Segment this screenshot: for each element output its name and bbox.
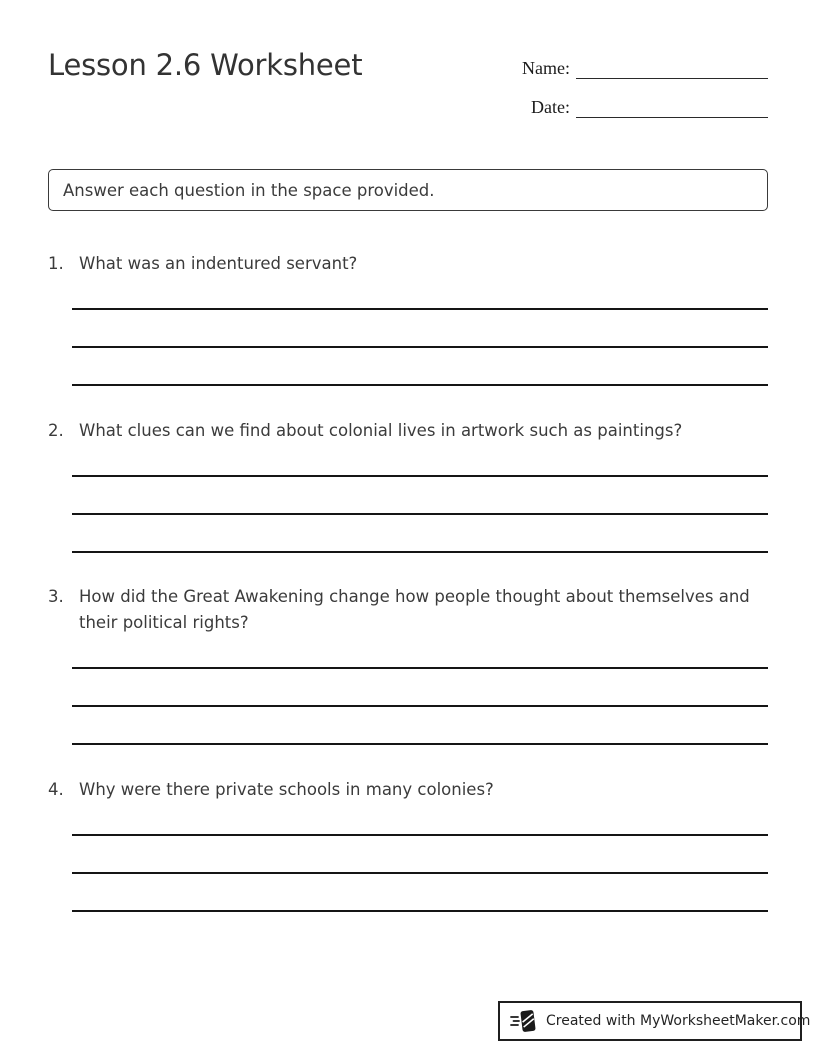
answer-blank-line [72, 874, 768, 912]
answer-blank-line [72, 439, 768, 477]
question-3 [48, 584, 768, 745]
question-4-number: 4. [48, 780, 64, 799]
name-label: Name: [522, 58, 570, 78]
answer-blank-line [72, 836, 768, 874]
name-field-row [518, 50, 768, 79]
question-2-number: 2. [48, 421, 64, 440]
question-3-text: How did the Great Awakening change how people thought about themselves and their political rights? [79, 587, 750, 632]
answer-blank-line [72, 310, 768, 348]
question-1-text: What was an indentured servant? [79, 254, 358, 273]
question-3-answer-area [72, 631, 768, 745]
question-3-row [48, 584, 768, 636]
question-4 [48, 777, 768, 912]
answer-blank-line [72, 631, 768, 669]
instructions-text: Answer each question in the space provided. [63, 180, 435, 200]
question-4-row [48, 777, 768, 803]
answer-blank-line [72, 798, 768, 836]
answer-blank-line [72, 707, 768, 745]
date-blank-line [576, 93, 768, 118]
question-3-number: 3. [48, 587, 64, 606]
page-title: Lesson 2.6 Worksheet [48, 48, 363, 82]
header-fields [518, 50, 768, 128]
question-1-answer-area [72, 272, 768, 386]
footer-credit-badge [498, 1001, 811, 1041]
question-2 [48, 418, 768, 553]
date-label: Date: [531, 97, 570, 117]
answer-blank-line [72, 272, 768, 310]
date-field-row [518, 89, 768, 118]
answer-blank-line [72, 669, 768, 707]
answer-blank-line [72, 477, 768, 515]
instructions-box [48, 169, 768, 211]
question-4-answer-area [72, 798, 768, 912]
flying-worksheet-icon [510, 1008, 538, 1034]
answer-blank-line [72, 515, 768, 553]
name-blank-line [576, 54, 768, 79]
question-2-row [48, 418, 768, 444]
question-1-row [48, 251, 768, 277]
answer-blank-line [72, 348, 768, 386]
question-1-number: 1. [48, 254, 64, 273]
question-1 [48, 251, 768, 386]
question-2-answer-area [72, 439, 768, 553]
footer-credit-text: Created with MyWorksheetMaker.com [546, 1013, 811, 1029]
question-4-text: Why were there private schools in many colonies? [79, 780, 494, 799]
question-2-text: What clues can we find about colonial lives in artwork such as paintings? [79, 421, 683, 440]
